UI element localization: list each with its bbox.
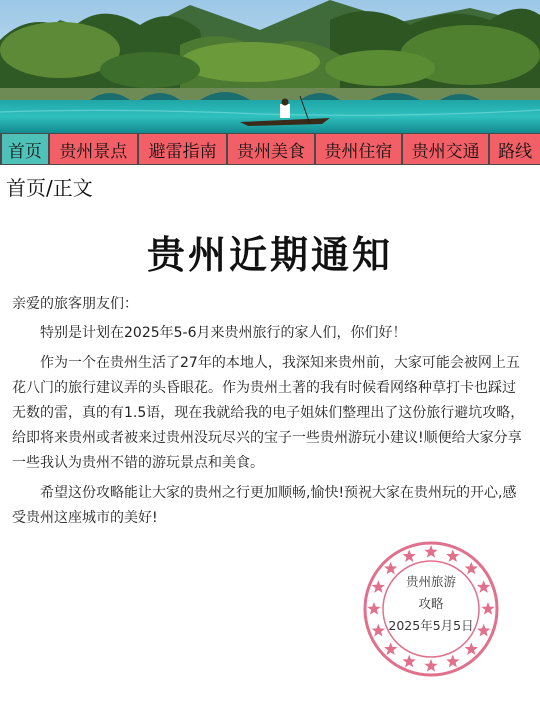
- seal-star-icon: [403, 549, 416, 562]
- seal-line-1: 贵州旅游: [405, 574, 456, 589]
- tab-guizhou-lodging[interactable]: 贵州住宿: [316, 134, 401, 164]
- tab-guizhou-food[interactable]: 贵州美食: [228, 134, 313, 164]
- page-title: 贵州近期通知: [146, 233, 393, 277]
- seal-star-icon: [384, 642, 397, 655]
- seal-star-icon: [446, 655, 459, 668]
- seal-line-2: 攻略: [418, 596, 444, 611]
- tab-guizhou-transport[interactable]: 贵州交通: [403, 134, 488, 164]
- tab-routes[interactable]: 路线: [490, 134, 540, 164]
- seal-star-icon: [446, 549, 459, 562]
- main-nav: [0, 133, 540, 165]
- paragraph-1: 特别是计划在2025年5-6月来贵州旅行的家人们，你们好！: [40, 325, 407, 341]
- tab-home[interactable]: 首页: [2, 134, 48, 164]
- seal-star-icon: [403, 655, 416, 668]
- paragraph-3: 希望这份攻略能让大家的贵州之行更加顺畅,愉快!预祝大家在贵州玩的开心,感受贵州这座城市的美好!: [12, 485, 517, 526]
- tab-pitfall-guide[interactable]: 避雷指南: [139, 134, 226, 164]
- seal-stamp: [362, 540, 500, 678]
- hero-banner-image: [0, 0, 540, 133]
- breadcrumb: 首页/正文: [6, 176, 93, 200]
- seal-star-icon: [424, 545, 437, 558]
- tab-guizhou-attractions[interactable]: 贵州景点: [50, 134, 137, 164]
- seal-date: 2025年5月5日: [388, 618, 474, 633]
- seal-star-icon: [424, 659, 437, 672]
- article-body: [12, 292, 528, 536]
- seal-star-icon: [465, 642, 478, 655]
- paragraph-2: 作为一个在贵州生活了27年的本地人，我深知来贵州前，大家可能会被网上五花八门的旅行建议弄的头昏眼花。作为贵州土著的我有时候看网络种草打卡也踩过无数的雷，真的有1.5语，现在我就给我的电子姐妹们整理出了这份旅行避坑攻略，给即将来贵州或者被来过贵州没玩尽兴的宝子一些贵州游玩小建议!顺便给大家分享一些我认为贵州不错的游玩景点和美食。: [12, 355, 525, 471]
- greeting: 亲爱的旅客朋友们：: [12, 296, 138, 312]
